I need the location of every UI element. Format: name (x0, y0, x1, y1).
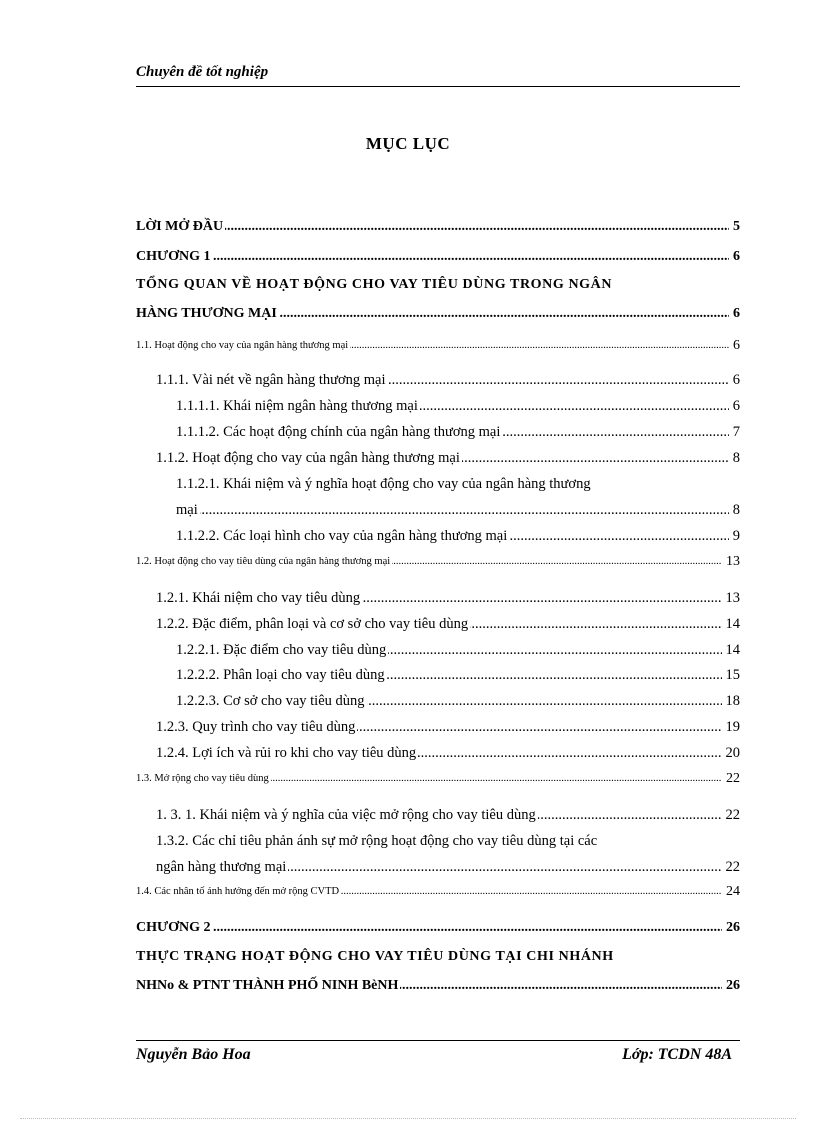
toc-entry: ..... 1.1.1. Vài nét về ngân hàng thương mại 6 (156, 369, 740, 391)
toc-entry-text: 1.1.2.1. Khái niệm và ý nghĩa hoạt động cho vay của ngân hàng thương (176, 476, 591, 492)
toc-entry: ..... 1.2.1. Khái niệm cho vay tiêu dùng 13 (156, 587, 740, 609)
header-rule (136, 86, 740, 87)
toc-entry-text: TỔNG QUAN VỀ HOẠT ĐỘNG CHO VAY TIÊU DÙNG TRONG NGÂN (136, 277, 613, 292)
toc-entry: ..... 1.2.2. Đặc điểm, phân loại và cơ sở cho vay tiêu dùng 14 (156, 613, 740, 635)
toc-entry: ..... 1.2.4. Lợi ích và rủi ro khi cho vay tiêu dùng 20 (156, 742, 740, 764)
toc-entry: ..... ngân hàng thương mại 22 (156, 856, 740, 878)
toc-entry-text: 1.3.2. Các chỉ tiêu phản ánh sự mở rộng hoạt động cho vay tiêu dùng tại các (156, 833, 598, 849)
footer-class: Lớp: TCDN 48A (622, 1046, 732, 1063)
toc-entry: ..... 1.2. Hoạt động cho vay tiêu dùng của ngân hàng thương mại 13 (136, 551, 740, 573)
toc-entry: ..... 1.2.3. Quy trình cho vay tiêu dùng 19 (156, 716, 740, 738)
toc-entry: ..... 1.1. Hoạt động cho vay của ngân hàng thương mại 6 (136, 335, 740, 357)
toc-entry-text: THỰC TRẠNG HOẠT ĐỘNG CHO VAY TIÊU DÙNG TẠI CHI NHÁNH (136, 949, 614, 964)
toc-entry: ..... 1.1.2. Hoạt động cho vay của ngân hàng thương mại 8 (156, 447, 740, 469)
document-header: Chuyên đề tốt nghiệp (136, 64, 269, 80)
footer-rule (136, 1040, 740, 1041)
toc-entry: ..... 1.1.1.2. Các hoạt động chính của ngân hàng thương mại 7 (176, 421, 740, 443)
toc-entry: ..... CHƯƠNG 2 26 (136, 917, 740, 939)
toc-entry: ..... 1. 3. 1. Khái niệm và ý nghĩa của việc mở rộng cho vay tiêu dùng 22 (156, 804, 740, 826)
toc-entry: ..... LỜI MỞ ĐẦU 5 (136, 216, 740, 238)
toc-entry: ..... NHNo & PTNT THÀNH PHỐ NINH BèNH 26 (136, 975, 740, 997)
toc-entry: ..... mại 8 (176, 499, 740, 521)
toc-entry: ..... 1.2.2.2. Phân loại cho vay tiêu dùng 15 (176, 664, 740, 686)
page-bottom-divider (20, 1118, 796, 1119)
toc-entry: ..... 1.4. Các nhân tố ảnh hưởng đến mở rộng CVTD 24 (136, 881, 740, 903)
toc-entry: ..... CHƯƠNG 1 6 (136, 246, 740, 268)
toc-entry: ..... HÀNG THƯƠNG MẠI 6 (136, 303, 740, 325)
toc-entry: ..... 1.3. Mở rộng cho vay tiêu dùng 22 (136, 768, 740, 790)
page-title: MỤC LỤC (365, 134, 451, 153)
toc-entry: ..... 1.1.1.1. Khái niệm ngân hàng thương mại 6 (176, 395, 740, 417)
toc-entry: ..... 1.2.2.1. Đặc điểm cho vay tiêu dùng 14 (176, 639, 740, 661)
toc-entry: ..... 1.1.2.2. Các loại hình cho vay của ngân hàng thương mại 9 (176, 525, 740, 547)
toc-entry: ..... 1.2.2.3. Cơ sở cho vay tiêu dùng 18 (176, 690, 740, 712)
footer-author: Nguyễn Bảo Hoa (136, 1046, 251, 1063)
